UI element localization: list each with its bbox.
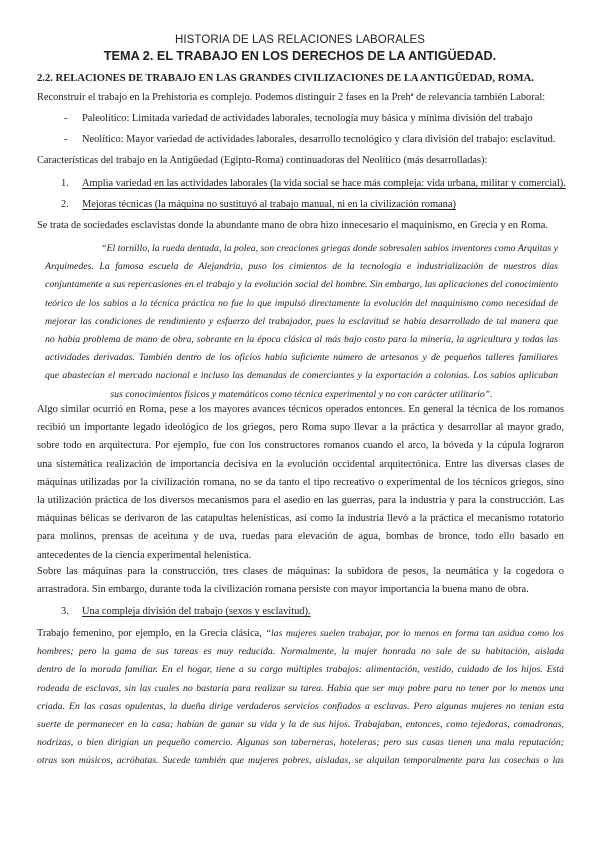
- characteristic-1: Amplia variedad en las actividades laborales (la vida social se hace más compleja: vida urbana, militar y comercial).: [82, 178, 566, 189]
- characteristics-intro: Características del trabajo en la Antigüedad (Egipto-Roma) continuadoras del Neolítico (más desarrolladas):: [37, 155, 488, 166]
- women-paragraph: [37, 625, 564, 771]
- paragraph-line: antecedentes de la ciencia experimental helenística.: [37, 549, 252, 561]
- phase-neolithic: Neolítico: Mayor variedad de actividades laborales, desarrollo tecnológico y clara división del trabajo: esclavitud.: [82, 134, 556, 145]
- quote-block: [45, 240, 558, 404]
- quote-line: sus conocimientos físicos y matemáticos como técnica experimental y no con carácter utilitario”.: [110, 388, 493, 400]
- characteristic-number-1: 1.: [61, 178, 69, 189]
- paragraph-line: otras son músicos, acróbatas. Sucede también que mujeres pobres, aisladas, se alquilan temporalmente para las cosechas o las: [37, 755, 564, 767]
- phase-bullet-2: -: [64, 134, 68, 145]
- section-heading: 2.2. RELACIONES DE TRABAJO EN LAS GRANDES CIVILIZACIONES DE LA ANTIGÜEDAD, ROMA.: [37, 73, 534, 84]
- rome-paragraph: [37, 401, 564, 565]
- quote-line: que abastecían el mercado nacional e incluso las demandas de comerciantes y la exportación a colonias. Los sabios aplicaban: [45, 370, 558, 382]
- characteristic-3: Una compleja división del trabajo (sexos y esclavitud).: [82, 606, 311, 617]
- characteristic-number-2: 2.: [61, 199, 69, 210]
- paragraph-line: Algo similar ocurrió en Roma, pese a los mayores avances técnicos operados entonces. En general la técnica de los romanos: [37, 404, 564, 415]
- slavery-note: Se trata de sociedades esclavistas donde la abundante mano de obra hizo innecesario el maquinismo, en Grecia y en Roma.: [37, 220, 548, 231]
- paragraph-line: suerte de permanecer en la casa; habían de ganar su vida y la de sus hijos. Trabajaban, entonces, como tejedoras, comadronas,: [37, 719, 564, 731]
- paragraph-line: arrastradora. Sin embargo, durante toda la civilización romana persiste con mayor importancia la buena mano de obra.: [37, 584, 529, 596]
- paragraph-line: máquinas bélicas se derivaron de las catapultas helenísticas, así como la industria llevó a la práctica el mecanismo rotatorio: [37, 513, 564, 525]
- paragraph-lead: Trabajo femenino, por ejemplo, en la Grecia clásica,: [37, 628, 266, 639]
- quote-line: actividades derivadas. También dentro de los oficios había suficiente número de artesanos y de pequeños talleres familiares: [45, 352, 558, 364]
- paragraph-line: hombres; pero la gama de sus tareas es muy reducida. Normalmente, la mujer honrada no sale de su habitación, aislada: [37, 646, 564, 658]
- paragraph-line: recibió un importante legado ideológico de los griegos, pero Roma supo llevar a la práctica y desarrollar al mayor grado,: [37, 422, 564, 434]
- quote-line: no había problema de mano de obra, sobrante en la época clásica al más bajo costo para la minería, la agricultura y todas las: [45, 334, 558, 346]
- paragraph-line: criada. En las casas opulentas, la dueña dirige verdaderos servicios confiados a esclavas. Pero algunas mujeres no tenían esta: [37, 700, 564, 712]
- paragraph-line: para molinos, prensas de aceituna y de uva, ruedas para elevación de agua, bombas de bronce, todo ello basado en: [37, 531, 564, 543]
- quote-line: “El tornillo, la rueda dentada, la polea, son creaciones griegas donde sobresalen sabios inventores como Arquitas y: [101, 243, 558, 254]
- quote-line: teórico de los sabios a la técnica práctica no fue lo que impulsó directamente la evolución del maquinismo como necesidad de: [45, 297, 558, 309]
- paragraph-line: nodrizas, o bien dirigían un pequeño comercio. Algunas son taberneras, hoteleras; pero sus casas tienen una mala reputación;: [37, 737, 564, 749]
- paragraph-line: máquinas utilizadas por la civilización romana, no se da tanto el tipo recreativo o experimental de los técnicos griegos, sino: [37, 476, 564, 488]
- quote-line: Arquímedes. La famosa escuela de Alejandría, puso los cimientos de la tecnología e industrialización de nuestros días: [45, 261, 558, 273]
- paragraph-line: una sistemática realización de importancia decisiva en la evolución occidental arquitectónica. Entre las diversas clases de: [37, 458, 564, 470]
- paragraph-line: Sobre las máquinas para la construcción, tres clases de máquinas: la subidora de pesos, la neumática y la cogedora o: [37, 566, 564, 577]
- quote-line: conjuntamente a sus repercusiones en el trabajo y la evolución social del hombre. Sin embargo, las aplicaciones del conocimiento: [45, 279, 558, 291]
- paragraph-quote-start: “las mujeres suelen trabajar, por lo menos en forma tan asidua como los: [265, 628, 564, 639]
- characteristic-2: Mejoras técnicas (la máquina no sustituyó al trabajo manual, ni en la civilización romana): [82, 199, 456, 210]
- quote-line: mejorar las condiciones de rendimiento y esfuerzo del trabajador, pues la esclavitud se había desarrollado de tal manera que: [45, 315, 558, 327]
- topic-title: TEMA 2. EL TRABAJO EN LOS DERECHOS DE LA ANTIGÜEDAD.: [103, 49, 497, 63]
- paragraph-line: dentro de la morada familiar. En el hogar, tiene a su cargo múltiples trabajos: alimentación, vestido, cuidado de los hijos. Está: [37, 664, 564, 676]
- characteristic-number-3: 3.: [61, 606, 69, 617]
- phase-paleolithic: Paleolítico: Limitada variedad de actividades laborales, tecnología muy básica y mínima división del trabajo: [82, 113, 533, 124]
- course-header: HISTORIA DE LAS RELACIONES LABORALES: [174, 34, 426, 46]
- paragraph-first-line: [37, 625, 564, 643]
- intro-paragraph: Reconstruir el trabajo en la Prehistoria es complejo. Podemos distinguir 2 fases en la Prehª de relevancia también Laboral:: [37, 92, 546, 103]
- paragraph-line: sobre todo en arquitectura. Por ejemplo, fue con los constructores romanos cuando el arco, la bóveda y la cúpula lograron: [37, 440, 564, 452]
- paragraph-line: rodeada de esclavas, sin las cuales no bastaría para realizar su tarea. Había que ser muy pobre para no tener por lo menos una: [37, 682, 564, 694]
- phase-bullet-1: -: [64, 113, 68, 124]
- machines-paragraph: [37, 563, 564, 599]
- paragraph-line: la utilización práctica de los diversos mecanismos para el asedio en las guerras, para la industria y para la construcción. Las: [37, 495, 564, 507]
